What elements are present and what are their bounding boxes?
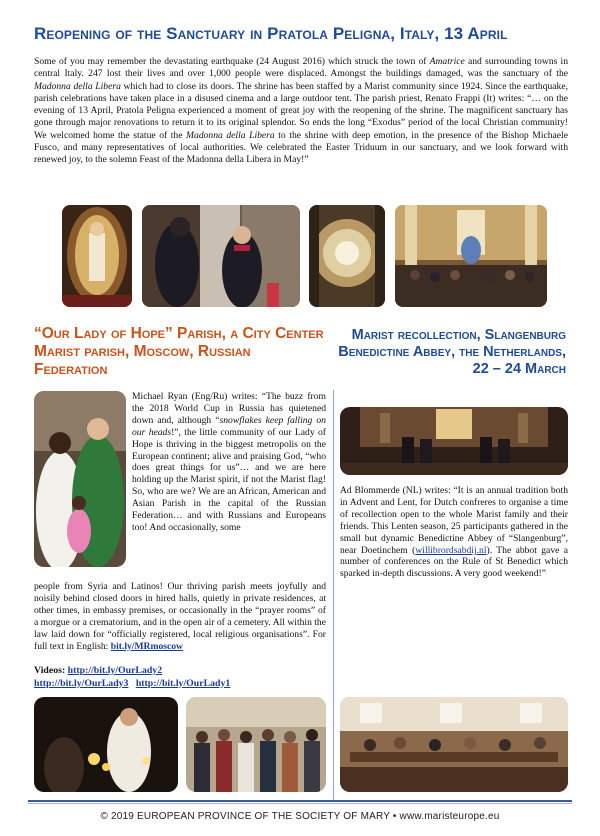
photo-dome [309, 205, 385, 307]
footer-rule-thin [28, 803, 572, 804]
article-title-slangenburg: Marist recollection, Slangenburg Benedictine Abbey, the Netherlands, 22 – 24 March [338, 327, 566, 377]
videos-label: Videos: [34, 665, 68, 676]
footer-rule [28, 800, 572, 802]
footer-copyright: © 2019 EUROPEAN PROVINCE OF THE SOCIETY OF MARY • www.maristeurope.eu [100, 811, 500, 822]
photo-sanctuary-interior [395, 205, 547, 307]
column-divider [333, 390, 334, 800]
article-title-moscow: “Our Lady of Hope” Parish, a City Center Marist parish, Moscow, Russian Federation [34, 325, 324, 378]
photo-bishop-door [142, 205, 300, 307]
photo-statue [62, 205, 132, 307]
link-ourlady1[interactable]: http://bit.ly/OurLady1 [135, 677, 231, 689]
photo-abbey-chapel [340, 407, 568, 475]
article-title-pratola: Reopening of the Sanctuary in Pratola Peligna, Italy, 13 April [34, 24, 508, 43]
article-body-moscow-bottom: people from Syria and Latinos! Our thriving parish meets joyfully and noisily behind closed doors in hired halls, quietly in private residences, at other times, in embassy premises, or occasionally in the “prayer rooms” of a morgue or a crematorium, and in the open air of a cemetery. All within the law laid down for “officially registered, local religious organisations”. For full text in English: bit.ly/MRmoscow [34, 581, 326, 652]
photo-moscow-priest [34, 391, 126, 567]
link-ourlady2[interactable]: http://bit.ly/OurLady2 [67, 665, 163, 676]
photo-conference-room [340, 697, 568, 792]
link-mrmoscow[interactable]: bit.ly/MRmoscow [110, 640, 183, 652]
link-willibrordsabdij[interactable]: willibrordsabdij.nl [415, 544, 487, 556]
article-body-moscow-top: Michael Ryan (Eng/Ru) writes: “The buzz from the 2018 World Cup in Russia has quietened down and, although “snowflakes keep falling on our heads!”, the little community of our Lady of Hope is thriving in the biggest metropolis on the European continent; alive and praising God, “who does great things for us”… and we are here holding up the Marist spirit, if not the Marist flag! So, who are we? We are an African, American and Asian Parish in the capital of the Russian Federation… and with Russians and Europeans too! And occasionally, some [132, 391, 326, 533]
photo-candles [34, 697, 178, 792]
link-ourlady3[interactable]: http://bit.ly/OurLady3 [34, 677, 129, 689]
article-body-slangenburg: Ad Blommerde (NL) writes: “It is an annual tradition both in Advent and Lent, for Dutch confreres to organise a time of recollection open to the whole Marist family and their friends. This Lenten season, 25 participants gathered in the small but dynamic Benedictine Abbey of “Slangenburg”, near Doetinchem (willibrordsabdij.nl). The abbot gave a number of conferences on the Rule of St Benedict which sparked in-depth discussions. A very good weekend!” [340, 485, 568, 580]
article-body-pratola: Some of you may remember the devastating earthquake (24 August 2016) which struck the town of Amatrice and surrounding towns in central Italy. 247 lost their lives and over 1,000 people were displaced. Amongst the buildings damaged, was the sanctuary of the Madonna della Libera which had to close its doors. The shrine has been staffed by a Marist community since 1924. Since the earthquake, parish celebrations have taken place in a disused cinema and a large outdoor tent. The parish priest, Renato Frappi (It) writes: “… on the evening of 13 April, Pratola Peligna experienced a moment of great joy with the reopening of the shrine. The magnificent sanctuary has gone through major renovations to return it to its original splendor. So ends the long “Exodus” period of the local Christian community! We welcomed home the statue of the Madonna della Libera to the shrine with deep emotion, in the presence of the Bishop Michaele Fusco, and many representatives of local authorities. We celebrated the Easter Triduum in our sanctuary, and we look forward with renewed joy, to the solemn Feast of the Madonna della Libera in May!” [34, 56, 569, 166]
photo-parish-group [186, 697, 326, 792]
video-links [34, 665, 326, 690]
